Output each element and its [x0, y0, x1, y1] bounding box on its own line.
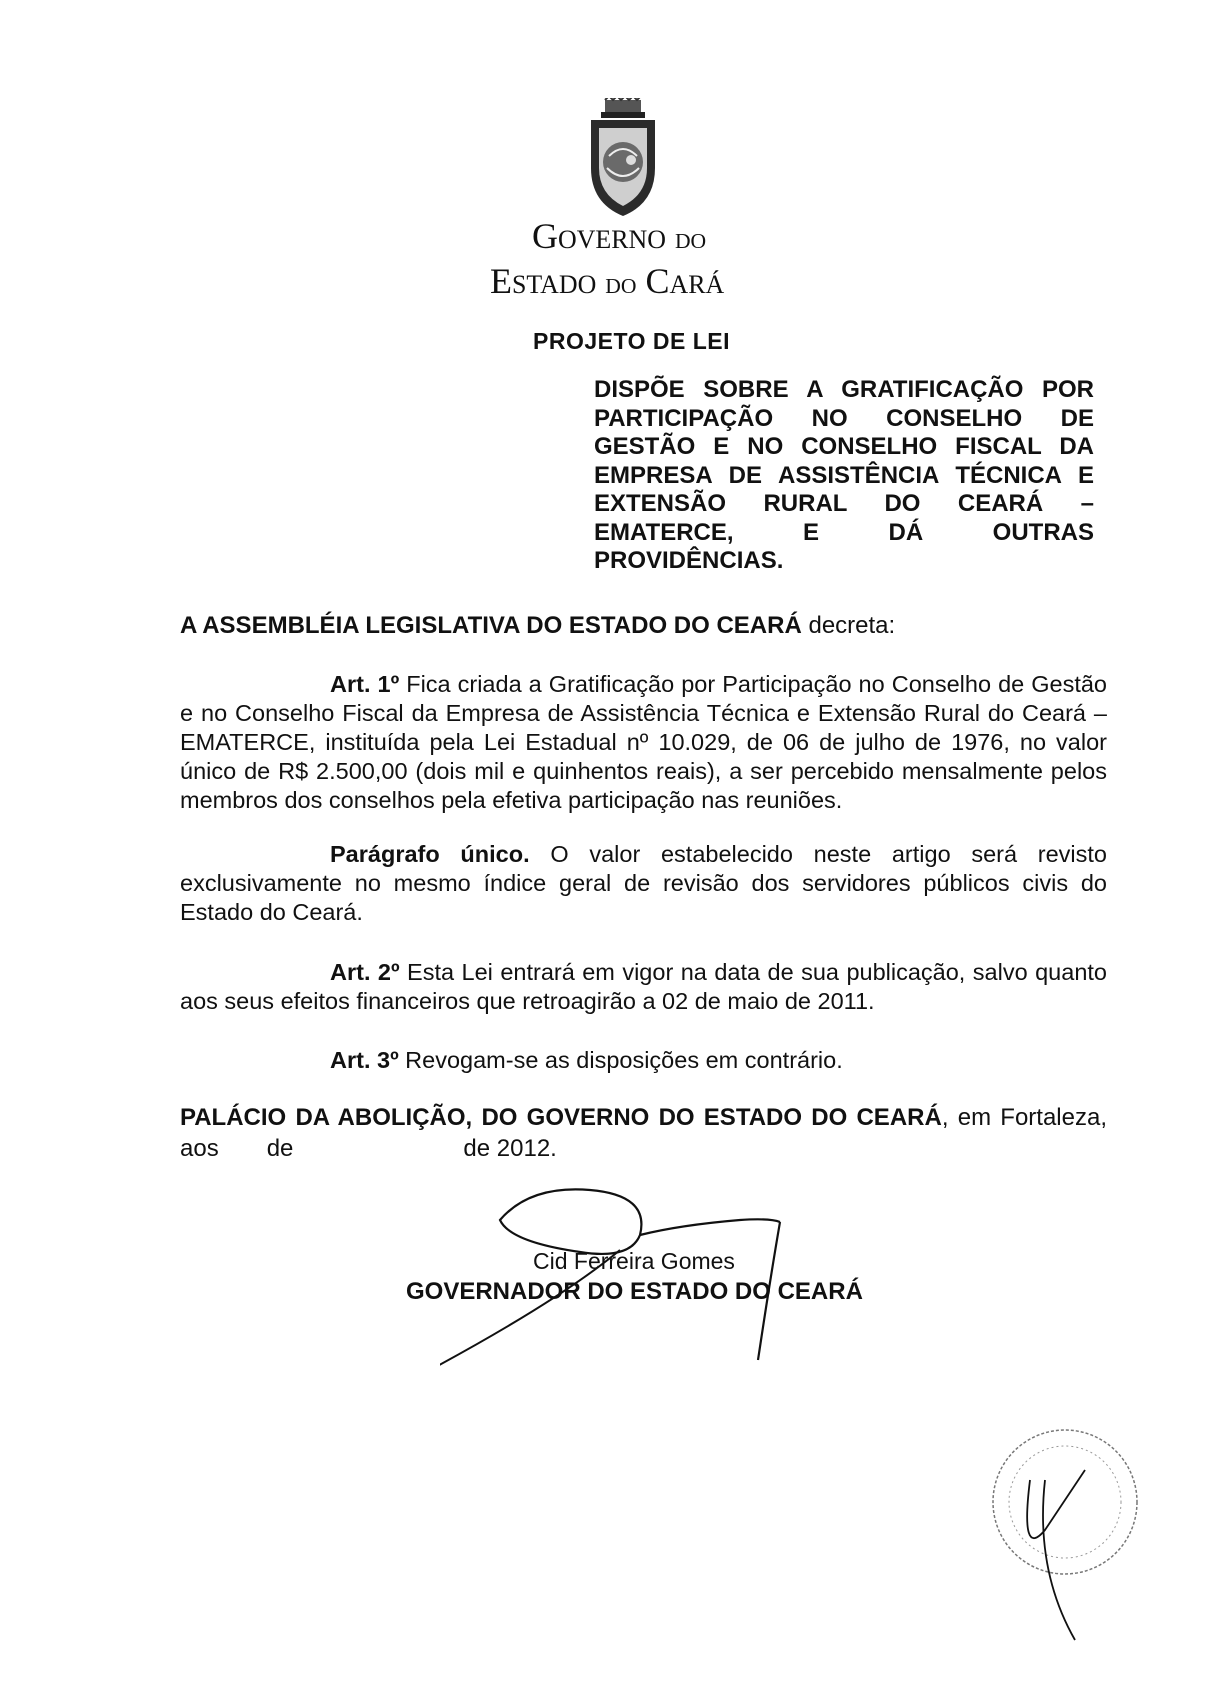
article-3-label: Art. 3º: [330, 1047, 399, 1073]
article-2-text: Esta Lei entrará em vigor na data de sua publicação, salvo quanto aos seus efeitos financeiros que retroagirão a 02 de maio de 2011.: [180, 959, 1107, 1014]
crown-icon: [601, 98, 645, 118]
government-title-line1: GOVERNO DO: [532, 216, 707, 256]
article-1-label: Art. 1º: [330, 671, 400, 697]
closing-place-and-date: PALÁCIO DA ABOLIÇÃO, DO GOVERNO DO ESTADO DO CEARÁ, em Fortaleza, aos de de 2012.: [180, 1104, 1107, 1162]
government-title-line2: ESTADO DO CARÁ: [490, 261, 725, 301]
sole-paragraph: [180, 840, 1107, 927]
bill-summary-ementa: DISPÕE SOBRE A GRATIFICAÇÃO POR PARTICIPAÇÃO NO CONSELHO DE GESTÃO E NO CONSELHO FISCAL DA EMPRESA DE ASSISTÊNCIA TÉCNICA E EXTENSÃO RURAL DO CEARÁ – EMATERCE, E DÁ OUTRAS PROVIDÊNCIAS.: [594, 376, 1094, 574]
article-1-text: Fica criada a Gratificação por Participação no Conselho de Gestão e no Conselho Fiscal da Empresa de Assistência Técnica e Extensão Rural do Ceará – EMATERCE, instituída pela Lei Estadual nº 10.029, de 06 de julho de 1976, no valor único de R$ 2.500,00 (dois mil e quinhentos reais), a ser percebido mensalmente pelos membros dos conselhos pela efetiva participação nas reuniões.: [180, 671, 1108, 813]
document-type-heading: PROJETO DE LEI: [533, 328, 731, 354]
signatory-title: GOVERNADOR DO ESTADO DO CEARÁ: [406, 1278, 863, 1305]
article-2-label: Art. 2º: [330, 959, 400, 985]
article-1: [180, 670, 1107, 815]
sole-paragraph-text: O valor estabelecido neste artigo será revisto exclusivamente no mesmo índice geral de revisão dos servidores públicos civis do Estado do Ceará.: [180, 841, 1108, 925]
sole-paragraph-label: Parágrafo único.: [330, 841, 530, 867]
signatory-name: Cid Ferreira Gomes: [533, 1248, 735, 1274]
article-2: [180, 958, 1107, 1016]
handwritten-signature: [440, 1180, 840, 1380]
enacting-clause: A ASSEMBLÉIA LEGISLATIVA DO ESTADO DO CEARÁ decreta:: [180, 612, 896, 639]
article-3-text: Revogam-se as disposições em contrário.: [398, 1047, 843, 1073]
article-3: [180, 1046, 1107, 1075]
state-coat-of-arms-emblem: [583, 98, 663, 218]
official-stamp: [975, 1420, 1155, 1650]
